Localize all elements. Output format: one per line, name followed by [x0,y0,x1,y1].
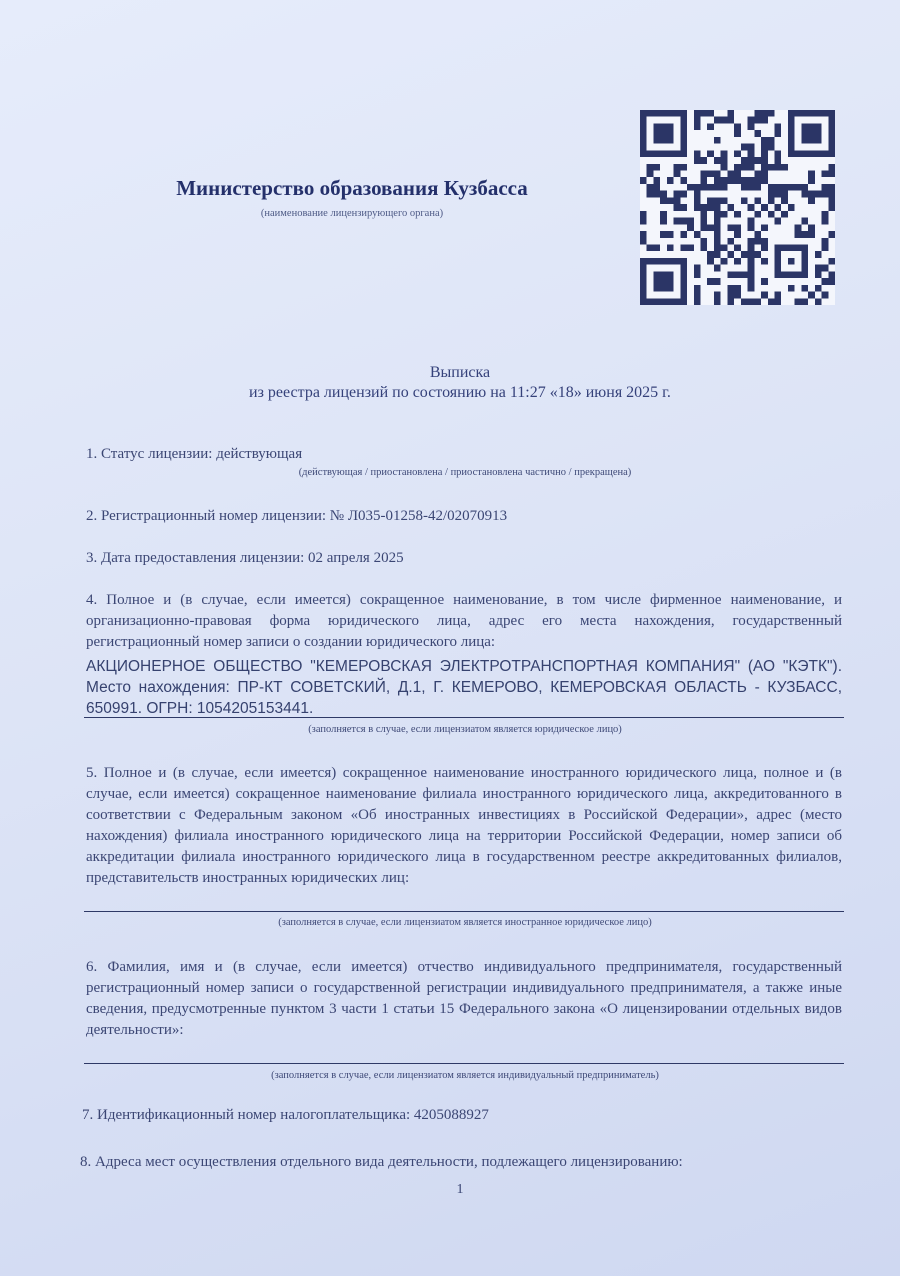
legal-entity-hint: (заполняется в случае, если лицензиатом является юридическое лицо) [308,724,622,735]
page-number: 1 [456,1182,464,1197]
extract-subtitle: из реестра лицензий по состоянию на 11:27 «18» июня 2025 г. [249,384,671,401]
legal-entity-value: АКЦИОНЕРНОЕ ОБЩЕСТВО "КЕМЕРОВСКАЯ ЭЛЕКТРОТРАНСПОРТНАЯ КОМПАНИЯ" (АО "КЭТК"). Место нахождения: ПР-КТ СОВЕТСКИЙ, Д.1, Г. КЕМЕРОВО, КЕМЕРОВСКАЯ ОБЛАСТЬ - КУЗБАСС, 650991. ОГРН: 1054205153441. [86,658,842,717]
foreign-entity-underline [84,911,844,912]
entrepreneur-underline [84,1063,844,1064]
taxpayer-id: 7. Идентификационный номер налогоплательщика: 4205088927 [82,1107,489,1123]
licensing-authority-hint: (наименование лицензирующего органа) [260,208,444,219]
license-reg-number: 2. Регистрационный номер лицензии: № Л035-01258-42/02070913 [86,508,508,524]
activity-addresses-label: 8. Адреса мест осуществления отдельного вида деятельности, подлежащего лицензированию: [80,1154,683,1170]
entrepreneur-label: 6. Фамилия, имя и (в случае, если имеется) отчество индивидуального предпринимателя, государственный регистрационный номер записи о государственной регистрации индивидуального предпринимателя, а также иные сведения, предусмотренные пунктом 3 части 1 статьи 15 Федерального закона «О лицензировании отдельных видов деятельности»: [86,959,842,1038]
legal-entity-label: 4. Полное и (в случае, если имеется) сокращенное наименование, в том числе фирменное наименование, и организационно-правовая форма юридического лица, адрес его места нахождения, государственный регистрационный номер записи о создании юридического лица: [86,592,842,650]
qr-code-icon [640,110,835,305]
license-date: 3. Дата предоставления лицензии: 02 апреля 2025 [86,550,404,566]
foreign-entity-label: 5. Полное и (в случае, если имеется) сокращенное наименование иностранного юридического лица, полное и (в случае, если имеется) сокращенное наименование филиала иностранного юридического лица, аккредитованного в соответствии с Федеральным законом «Об иностранных инвестициях в Российской Федерации», адрес (место нахождения) филиала иностранного юридического лица на территории Российской Федерации, номер записи об аккредитации филиала иностранного юридического лица в государственном реестре аккредитованных филиалов, представительств иностранных юридических лиц: [86,765,842,886]
legal-entity-underline [84,717,844,718]
extract-title: Выписка [429,364,491,381]
license-status: 1. Статус лицензии: действующая [86,446,303,462]
licensing-authority-name: Министерство образования Кузбасса [176,176,528,200]
foreign-entity-hint: (заполняется в случае, если лицензиатом является иностранное юридическое лицо) [278,917,652,928]
license-status-hint: (действующая / приостановлена / приостановлена частично / прекращена) [298,467,632,478]
entrepreneur-hint: (заполняется в случае, если лицензиатом является индивидуальный предприниматель) [271,1070,659,1081]
